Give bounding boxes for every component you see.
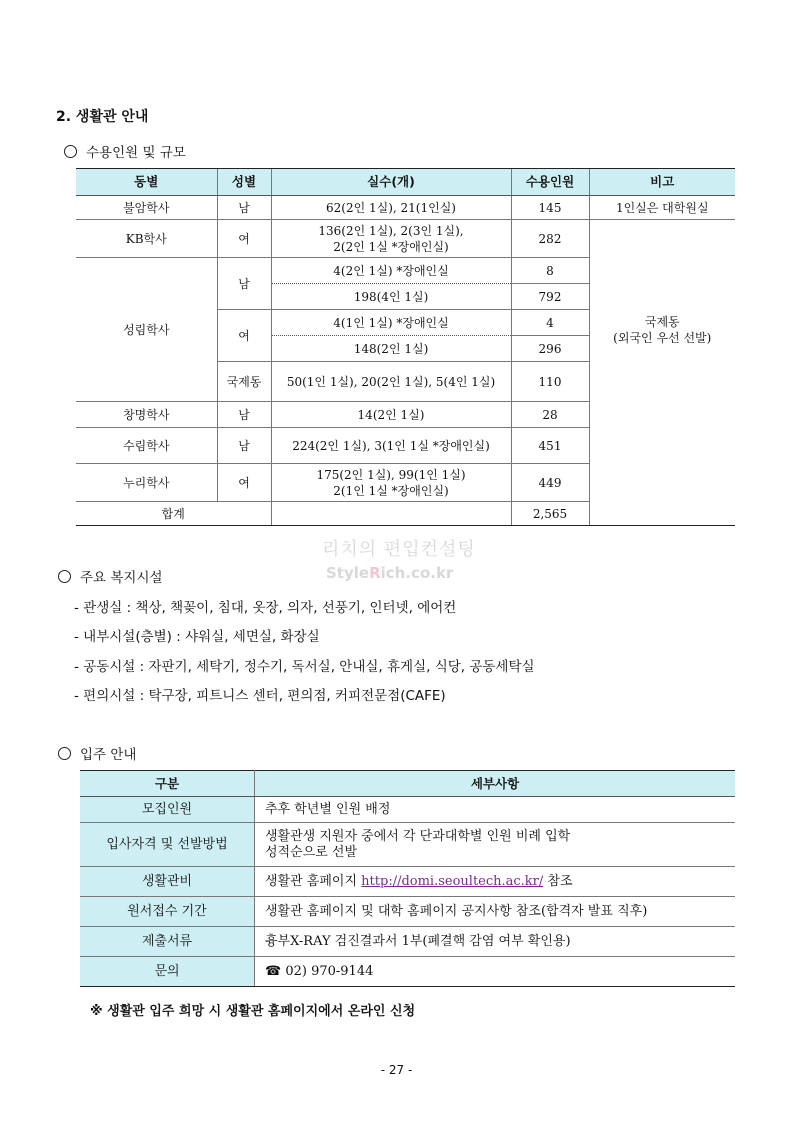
capacity-cell: 8 [511, 258, 589, 284]
table-row [76, 258, 735, 284]
gender-cell: 여 [217, 310, 271, 362]
welfare-heading [58, 566, 163, 586]
header-capacity: 수용인원 [511, 169, 589, 196]
gender-cell: 남 [217, 258, 271, 310]
building-name: 성림학사 [76, 258, 217, 402]
section-title: 2. 생활관 안내 [56, 109, 149, 125]
value-text: 참조 [543, 873, 573, 889]
capacity-cell: 451 [511, 428, 589, 464]
header-category: 구분 [80, 771, 255, 797]
row-key: 제출서류 [80, 927, 255, 957]
header-rooms: 실수(개) [271, 169, 511, 196]
rooms-line: 175(2인 1실), 99(1인 1실) [316, 467, 466, 482]
note-cell [589, 464, 735, 502]
capacity-heading-text: 수용인원 및 규모 [86, 145, 186, 161]
rooms-cell: 224(2인 1실), 3(1인 1실 *장애인실) [271, 428, 511, 464]
rooms-cell [271, 464, 511, 502]
dormitory-homepage-link[interactable]: http://domi.seoultech.ac.kr/ [361, 873, 544, 889]
circle-bullet-icon [58, 570, 71, 583]
value-text: 생활관 홈페이지 [265, 873, 362, 889]
capacity-cell: 449 [511, 464, 589, 502]
gender-cell: 여 [217, 464, 271, 502]
gender-cell: 남 [217, 428, 271, 464]
admission-table [80, 770, 735, 987]
capacity-heading [64, 141, 186, 161]
list-item: - 관생실 : 책상, 책꽂이, 침대, 옷장, 의자, 선풍기, 인터넷, 에어컨 [74, 600, 457, 616]
note-cell [589, 502, 735, 526]
row-value: 추후 학년별 인원 배정 [255, 797, 736, 823]
gender-cell: 국제동 [217, 362, 271, 402]
watermark-url [326, 564, 453, 582]
header-building: 동별 [76, 169, 217, 196]
value-line: 성적순으로 선발 [265, 844, 358, 860]
application-note: ※ 생활관 입주 희망 시 생활관 홈페이지에서 온라인 신청 [90, 1004, 416, 1019]
capacity-cell: 792 [511, 284, 589, 310]
building-name: 수림학사 [76, 428, 217, 464]
gender-cell: 여 [217, 220, 271, 258]
table-row [76, 464, 735, 502]
row-key: 생활관비 [80, 867, 255, 897]
capacity-cell: 4 [511, 310, 589, 336]
table-row [80, 797, 735, 823]
note-cell [589, 258, 735, 402]
watermark-part: Style [326, 564, 370, 582]
building-name: 누리학사 [76, 464, 217, 502]
value-line: 생활관생 지원자 중에서 각 단과대학별 인원 비례 입학 [265, 828, 571, 844]
gender-cell: 남 [217, 402, 271, 428]
list-item: - 내부시설(층별) : 샤워실, 세면실, 화장실 [74, 629, 320, 645]
watermark-text: 리치의 편입컨설팅 [322, 539, 476, 560]
rooms-cell [271, 502, 511, 526]
header-note: 비고 [589, 169, 735, 196]
table-row [80, 927, 735, 957]
row-value: 생활관 홈페이지 및 대학 홈페이지 공지사항 참조(합격자 발표 직후) [255, 897, 736, 927]
total-label: 합계 [76, 502, 271, 526]
rooms-cell: 62(2인 1실), 21(1인실) [271, 196, 511, 220]
list-item: - 편의시설 : 탁구장, 피트니스 센터, 편의점, 커피전문점(CAFE) [74, 688, 446, 704]
note-cell [589, 220, 735, 258]
rooms-cell: 4(2인 1실) *장애인실 [271, 258, 511, 284]
note-cell [589, 428, 735, 464]
table-row [80, 823, 735, 867]
header-details: 세부사항 [255, 771, 736, 797]
rooms-cell: 14(2인 1실) [271, 402, 511, 428]
rooms-line: 2(2인 1실 *장애인실) [333, 239, 449, 254]
table-row [76, 220, 735, 258]
admission-heading-text: 입주 안내 [80, 747, 137, 763]
rooms-cell: 50(1인 1실), 20(2인 1실), 5(4인 1실) [271, 362, 511, 402]
building-name: KB학사 [76, 220, 217, 258]
row-value: 흉부X-RAY 검진결과서 1부(폐결핵 감염 여부 확인용) [255, 927, 736, 957]
capacity-table [76, 168, 735, 526]
header-gender: 성별 [217, 169, 271, 196]
rooms-cell [271, 220, 511, 258]
rooms-cell: 4(1인 1실) *장애인실 [271, 310, 511, 336]
table-row [80, 957, 735, 987]
row-key: 원서접수 기간 [80, 897, 255, 927]
note-cell [589, 402, 735, 428]
admission-heading [58, 743, 136, 763]
total-row [76, 502, 735, 526]
phone-value: ☎ 02) 970-9144 [255, 957, 736, 987]
watermark-part: ich.co.kr [380, 564, 454, 582]
building-name: 불암학사 [76, 196, 217, 220]
row-key: 문의 [80, 957, 255, 987]
table-row [76, 196, 735, 220]
table-row [80, 897, 735, 927]
circle-bullet-icon [64, 145, 77, 158]
table-row [76, 428, 735, 464]
row-key: 입사자격 및 선발방법 [80, 823, 255, 867]
gender-cell: 남 [217, 196, 271, 220]
capacity-cell: 145 [511, 196, 589, 220]
note-line: (외국인 우선 선발) [613, 330, 712, 345]
rooms-cell: 198(4인 1실) [271, 284, 511, 310]
page-number: - 27 - [380, 1063, 413, 1077]
rooms-line: 2(1인 1실 *장애인실) [333, 483, 449, 498]
circle-bullet-icon [58, 747, 71, 760]
table-header-row [80, 771, 735, 797]
welfare-heading-text: 주요 복지시설 [80, 570, 163, 586]
capacity-cell: 296 [511, 336, 589, 362]
table-row [76, 402, 735, 428]
list-item: - 공동시설 : 자판기, 세탁기, 정수기, 독서실, 안내실, 휴게실, 식당, 공동세탁실 [74, 659, 535, 675]
capacity-cell: 28 [511, 402, 589, 428]
row-key: 모집인원 [80, 797, 255, 823]
watermark-part: R [369, 564, 381, 582]
note-line: 국제동 [644, 314, 680, 329]
total-count: 2,565 [511, 502, 589, 526]
capacity-cell: 110 [511, 362, 589, 402]
table-header-row [76, 169, 735, 196]
note-cell: 1인실은 대학원실 [589, 196, 735, 220]
table-row [80, 867, 735, 897]
row-value [255, 867, 736, 897]
rooms-line: 136(2인 1실), 2(3인 1실), [318, 223, 464, 238]
capacity-cell: 282 [511, 220, 589, 258]
row-value [255, 823, 736, 867]
rooms-cell: 148(2인 1실) [271, 336, 511, 362]
building-name: 창명학사 [76, 402, 217, 428]
